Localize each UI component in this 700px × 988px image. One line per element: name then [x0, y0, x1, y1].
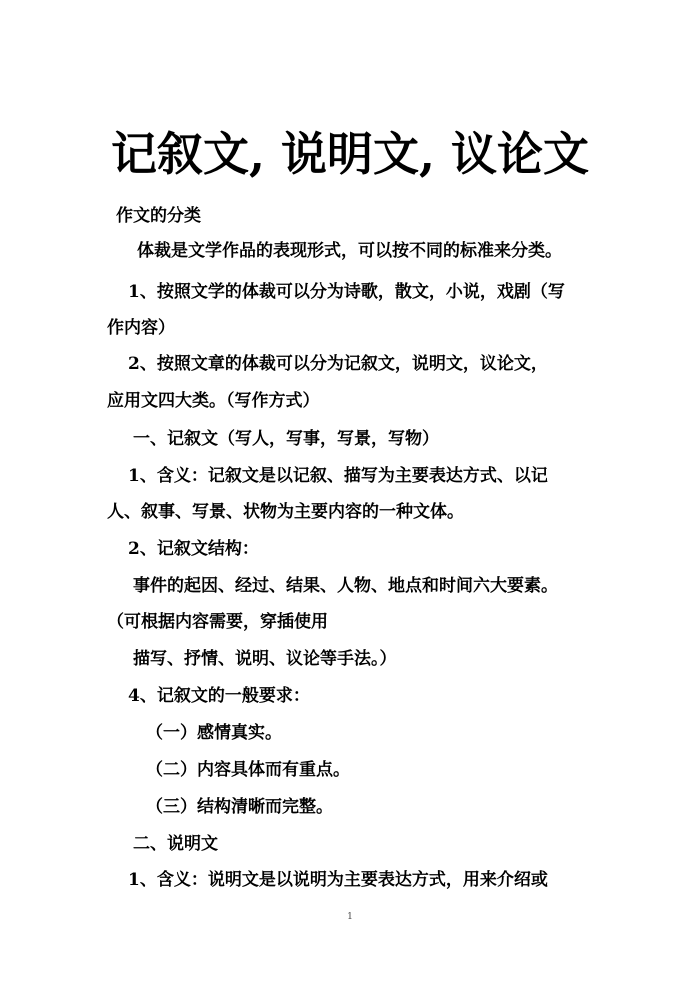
paragraph-line: （可根据内容需要，穿插使用	[107, 612, 328, 632]
paragraph-line: 4、记叙文的一般要求：	[128, 686, 310, 706]
paragraph-line: 作内容）	[107, 318, 175, 338]
paragraph-line: 2、记叙文结构：	[128, 539, 259, 559]
paragraph-line: 体裁是文学作品的表现形式，可以按不同的标准来分类。	[137, 241, 562, 261]
page-number: 1	[347, 912, 353, 922]
paragraph-line: 人、叙事、写景、状物为主要内容的一种文体。	[107, 502, 464, 522]
paragraph-line: 事件的起因、经过、结果、人物、地点和时间六大要素。	[133, 576, 558, 596]
section-heading: 作文的分类	[116, 206, 201, 226]
section-heading: 一、记叙文（写人，写事，写景，写物）	[133, 429, 439, 449]
section-heading: 二、说明文	[133, 834, 218, 854]
paragraph-line: 1、含义：记叙文是以记叙、描写为主要表达方式、以记	[128, 466, 548, 486]
list-item: （一）感情真实。	[146, 723, 282, 743]
paragraph-line: 应用文四大类。（写作方式）	[107, 391, 320, 411]
list-item: （三）结构清晰而完整。	[146, 797, 333, 817]
paragraph-line: 1、含义：说明文是以说明为主要表达方式，用来介绍或	[128, 870, 548, 890]
paragraph-line: 2、按照文章的体裁可以分为记叙文，说明文，议论文，	[128, 354, 548, 374]
paragraph-line: 描写、抒情、说明、议论等手法。）	[133, 649, 397, 669]
list-item: （二）内容具体而有重点。	[146, 760, 350, 780]
paragraph-line: 1、按照文学的体裁可以分为诗歌，散文，小说，戏剧（写	[128, 282, 565, 302]
document-title: 记叙文, 说明文, 议论文	[110, 127, 590, 181]
